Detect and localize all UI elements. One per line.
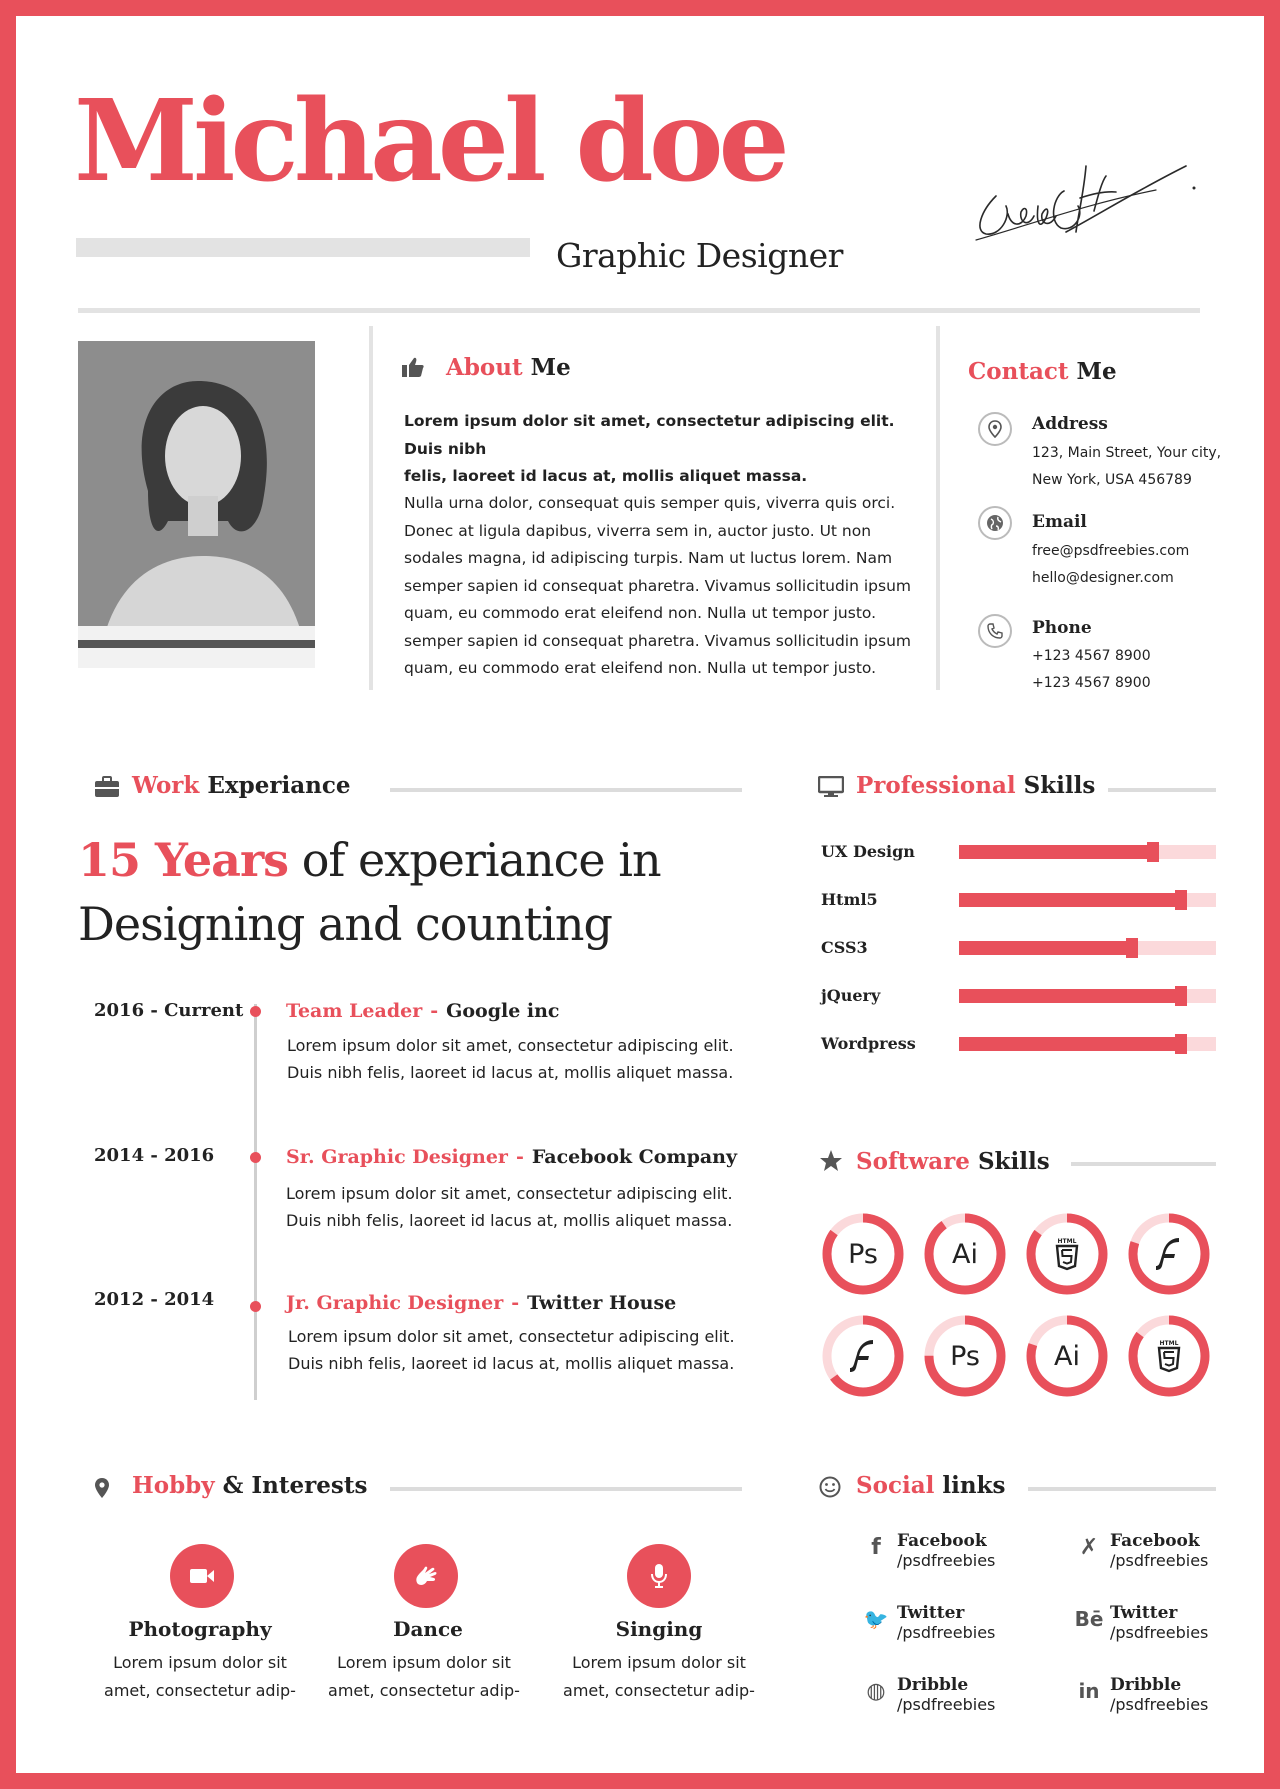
html5-icon <box>1159 1340 1179 1371</box>
work-title <box>132 772 350 799</box>
entry-role: Jr. Graphic Designer - Twitter House <box>286 1292 677 1314</box>
software-skills-title-rest: Skills <box>977 1148 1050 1175</box>
html5-label: HTML <box>1057 1238 1077 1245</box>
hobby-description <box>324 1649 524 1705</box>
twitter-icon[interactable]: 🐦 <box>863 1607 889 1631</box>
social-title-rest: links <box>942 1472 1006 1499</box>
about-title-accent: About <box>446 354 523 381</box>
social-link[interactable] <box>897 1531 995 1571</box>
address-line: New York, USA 456789 <box>1032 472 1192 488</box>
briefcase-icon <box>94 776 120 798</box>
software-skill-ring <box>923 1314 1007 1398</box>
work-title-accent: Work <box>132 772 200 799</box>
company-name: Google inc <box>446 1000 560 1022</box>
email-link[interactable]: free@psdfreebies.com <box>1032 543 1190 559</box>
phone-label: Phone <box>1032 618 1092 638</box>
address-label: Address <box>1032 414 1108 434</box>
contact-title <box>968 358 1117 385</box>
work-title-rule <box>390 788 742 792</box>
role-title: Team Leader <box>286 1000 423 1022</box>
hobby-desc-line: amet, consectetur adip- <box>328 1681 520 1700</box>
photoshop-icon <box>848 1239 878 1270</box>
about-body <box>404 490 919 683</box>
email-values <box>1032 538 1189 592</box>
pro-skills-title-accent: Professional <box>856 772 1016 799</box>
phone-number[interactable]: +123 4567 8900 <box>1032 648 1151 664</box>
hobby-description <box>100 1649 300 1705</box>
entry-desc-line: Duis nibh felis, laoreet id lacus at, mollis aliquet massa. <box>288 1354 735 1373</box>
social-name[interactable]: Dribble <box>1110 1675 1182 1695</box>
headline-line-2: Designing and counting <box>78 897 612 951</box>
html5-icon <box>1057 1238 1077 1269</box>
illustrator-icon <box>1054 1341 1080 1372</box>
hobby-title <box>132 1472 367 1499</box>
social-title <box>856 1472 1005 1499</box>
microphone-icon <box>627 1544 691 1608</box>
software-label: Ps <box>950 1341 980 1372</box>
linkedin-icon[interactable]: in <box>1078 1679 1100 1703</box>
entry-description <box>287 1032 734 1086</box>
header-divider <box>78 308 1200 313</box>
facebook-icon[interactable]: f <box>871 1534 881 1560</box>
profile-photo <box>78 341 315 668</box>
contact-title-rest: Me <box>1076 358 1117 385</box>
address-line: 123, Main Street, Your city, <box>1032 445 1222 461</box>
social-name[interactable]: Facebook <box>1110 1531 1200 1551</box>
skill-bar-fill <box>959 845 1157 859</box>
entry-desc-line: Lorem ipsum dolor sit amet, consectetur adipiscing elit. <box>286 1184 733 1203</box>
xing-icon[interactable]: ✗ <box>1079 1534 1099 1560</box>
social-handle[interactable]: /psdfreebies <box>897 1623 996 1642</box>
skill-bar-marker <box>1147 842 1159 862</box>
skill-label: CSS3 <box>821 938 868 957</box>
pro-skills-rule <box>1108 788 1216 792</box>
skill-bar-track <box>959 1037 1216 1051</box>
skill-bar-track <box>959 893 1216 907</box>
skill-bar-fill <box>959 893 1185 907</box>
about-body-line: semper sapien id consequat pharetra. Vivamus sollicitudin ipsum <box>404 631 912 650</box>
email-label: Email <box>1032 512 1087 532</box>
software-label: Ai <box>952 1239 978 1270</box>
smiley-icon <box>819 1476 841 1498</box>
photoshop-icon <box>950 1341 980 1372</box>
entry-desc-line: Duis nibh felis, laoreet id lacus at, mollis aliquet massa. <box>287 1063 734 1082</box>
social-handle[interactable]: /psdfreebies <box>1110 1623 1209 1642</box>
role-title: Jr. Graphic Designer <box>286 1292 504 1314</box>
skill-label: Html5 <box>821 890 878 909</box>
map-pin-icon <box>94 1477 110 1499</box>
about-left-divider <box>369 326 373 690</box>
entry-desc-line: Lorem ipsum dolor sit amet, consectetur adipiscing elit. <box>287 1036 734 1055</box>
portrait-silhouette <box>78 341 315 668</box>
years-highlight: 15 Years <box>78 833 289 887</box>
about-title <box>446 354 571 381</box>
location-pin-icon <box>978 412 1012 446</box>
about-body-line: semper sapien id consequat pharetra. Vivamus sollicitudin ipsum <box>404 576 912 595</box>
social-name[interactable]: Twitter <box>897 1603 965 1623</box>
social-link[interactable] <box>1110 1675 1208 1715</box>
skill-bar-marker <box>1126 938 1138 958</box>
globe-icon <box>978 506 1012 540</box>
about-body-line: quam, eu commodo erat eleifend non. Nulla ut tempor justo. <box>404 659 877 677</box>
work-title-rest: Experiance <box>207 772 351 799</box>
about-body-line: Nulla urna dolor, consequat quis semper quis, viverra quis orci. <box>404 494 896 512</box>
about-body-line: Donec at ligula dapibus, viverra sem in, auctor justo. Ut non <box>404 521 872 540</box>
timeline-dot <box>250 1152 261 1163</box>
flash-icon <box>1156 1238 1179 1270</box>
hobby-name: Photography <box>128 1617 272 1641</box>
job-title: Graphic Designer <box>556 236 843 275</box>
skill-label: Wordpress <box>821 1034 916 1053</box>
entry-date: 2012 - 2014 <box>94 1289 215 1310</box>
video-camera-icon <box>170 1544 234 1608</box>
name-title: Michael doe <box>74 76 785 207</box>
headline-rest: of experiance in <box>288 833 661 887</box>
software-skill-ring <box>821 1314 905 1398</box>
entry-role: Team Leader - Google inc <box>286 1000 560 1022</box>
skill-label: UX Design <box>821 842 915 861</box>
entry-desc-line: Lorem ipsum dolor sit amet, consectetur adipiscing elit. <box>288 1327 735 1346</box>
company-name: Facebook Company <box>531 1146 738 1168</box>
hobby-name: Singing <box>615 1617 703 1641</box>
phone-icon <box>978 614 1012 648</box>
software-skill-ring <box>821 1212 905 1296</box>
name-underline-bar <box>76 238 530 257</box>
hobby-title-accent: Hobby <box>132 1472 215 1499</box>
hobby-desc-line: Lorem ipsum dolor sit <box>113 1653 287 1672</box>
company-name: Twitter House <box>527 1292 677 1314</box>
about-body-line: sodales magna, id adipiscing turpis. Nam ut luctus lorem. Nam <box>404 549 893 567</box>
entry-description <box>288 1323 735 1377</box>
hobby-title-rest: & Interests <box>222 1472 368 1499</box>
entry-date: 2014 - 2016 <box>94 1145 215 1166</box>
skill-label: jQuery <box>821 986 881 1005</box>
social-title-accent: Social <box>856 1472 935 1499</box>
headline-line-1 <box>78 828 661 892</box>
hobby-title-rule <box>390 1487 742 1491</box>
social-name[interactable]: Facebook <box>897 1531 987 1551</box>
social-name[interactable]: Dribble <box>897 1675 969 1695</box>
html5-label: HTML <box>1159 1340 1179 1347</box>
contact-title-accent: Contact <box>968 358 1069 385</box>
skill-bar-marker <box>1175 1034 1187 1054</box>
timeline-dot <box>250 1006 261 1017</box>
signature-image <box>966 136 1206 246</box>
phone-values <box>1032 643 1151 697</box>
about-right-divider <box>936 326 940 690</box>
software-skill-ring <box>1127 1314 1211 1398</box>
social-handle[interactable]: /psdfreebies <box>1110 1695 1209 1714</box>
skill-bar-marker <box>1175 986 1187 1006</box>
hobby-desc-line: Lorem ipsum dolor sit <box>572 1653 746 1672</box>
flash-icon <box>850 1340 873 1372</box>
about-body-line: quam, eu commodo erat eleifend non. Nulla ut tempor justo. <box>404 604 877 622</box>
skill-bar-track <box>959 941 1216 955</box>
skill-bar-marker <box>1175 890 1187 910</box>
pro-skills-title-rest: Skills <box>1023 772 1096 799</box>
skill-bar-track <box>959 845 1216 859</box>
software-skills-title-accent: Software <box>856 1148 970 1175</box>
hobby-desc-line: amet, consectetur adip- <box>104 1681 296 1700</box>
software-skill-ring <box>1127 1212 1211 1296</box>
email-link[interactable]: hello@designer.com <box>1032 570 1174 586</box>
software-skills-title <box>856 1148 1050 1175</box>
pro-skills-title <box>856 772 1095 799</box>
hobby-desc-line: Lorem ipsum dolor sit <box>337 1653 511 1672</box>
dance-hand-icon <box>394 1544 458 1608</box>
software-label: Ps <box>848 1239 878 1270</box>
about-intro-line: felis, laoreet id lacus at, mollis aliquet massa. <box>404 467 808 485</box>
social-link[interactable] <box>897 1603 995 1643</box>
social-link[interactable] <box>1110 1531 1208 1571</box>
software-skills-rule <box>1071 1162 1216 1166</box>
timeline-line <box>254 1004 257 1400</box>
skill-bar-track <box>959 989 1216 1003</box>
software-skill-ring <box>1025 1212 1109 1296</box>
about-title-rest: Me <box>530 354 571 381</box>
software-label: Ai <box>1054 1341 1080 1372</box>
software-skill-ring <box>923 1212 1007 1296</box>
skill-bar-fill <box>959 1037 1185 1051</box>
entry-desc-line: Duis nibh felis, laoreet id lacus at, mollis aliquet massa. <box>286 1211 733 1230</box>
monitor-icon <box>818 776 844 798</box>
star-icon <box>819 1149 843 1172</box>
dribbble-icon[interactable]: ◍ <box>866 1678 886 1704</box>
software-skill-ring <box>1025 1314 1109 1398</box>
entry-date: 2016 - Current <box>94 1000 244 1021</box>
social-title-rule <box>1028 1487 1216 1491</box>
timeline-dot <box>250 1301 261 1312</box>
entry-description <box>286 1180 733 1234</box>
hobby-desc-line: amet, consectetur adip- <box>563 1681 755 1700</box>
role-title: Sr. Graphic Designer <box>286 1146 508 1168</box>
social-name[interactable]: Twitter <box>1110 1603 1178 1623</box>
address-value <box>1032 440 1221 494</box>
social-handle[interactable]: /psdfreebies <box>897 1551 996 1570</box>
entry-role: Sr. Graphic Designer - Facebook Company <box>286 1146 738 1168</box>
experience-headline <box>78 828 661 956</box>
behance-icon[interactable]: Bē <box>1074 1607 1104 1631</box>
social-link[interactable] <box>1110 1603 1208 1643</box>
about-intro-line: Lorem ipsum dolor sit amet, consectetur adipiscing elit. Duis nibh <box>404 412 895 458</box>
social-handle[interactable]: /psdfreebies <box>897 1695 996 1714</box>
about-intro <box>404 408 919 491</box>
social-handle[interactable]: /psdfreebies <box>1110 1551 1209 1570</box>
skill-bar-fill <box>959 941 1136 955</box>
skill-bar-fill <box>959 989 1185 1003</box>
illustrator-icon <box>952 1239 978 1270</box>
phone-number[interactable]: +123 4567 8900 <box>1032 675 1151 691</box>
hobby-description <box>559 1649 759 1705</box>
thumbs-up-icon <box>401 356 425 378</box>
social-link[interactable] <box>897 1675 995 1715</box>
hobby-name: Dance <box>393 1617 463 1641</box>
